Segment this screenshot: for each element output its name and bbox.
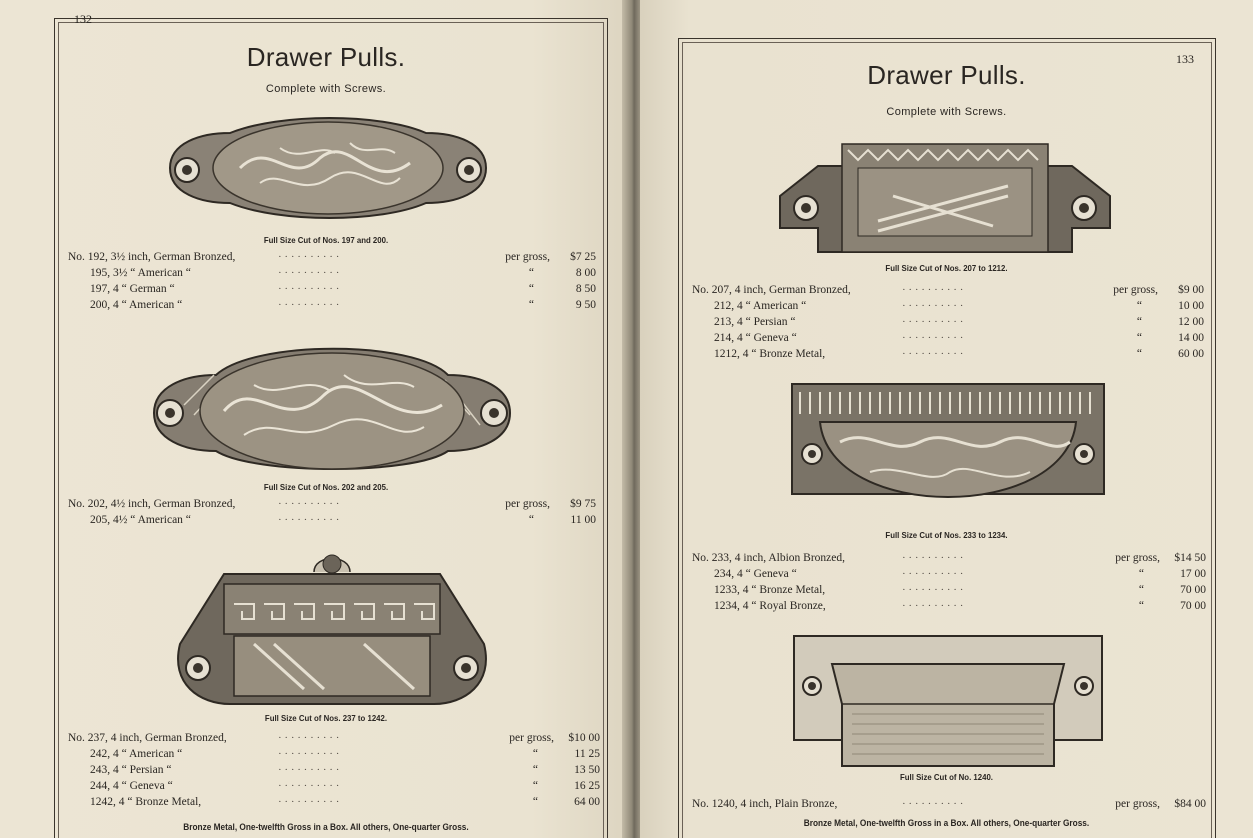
item-description: 212, 4 “ American “ [714, 300, 807, 312]
dot-leader: · · · · · · · · · · [902, 284, 964, 296]
price-row [692, 550, 1206, 566]
dot-leader: · · · · · · · · · · [278, 748, 340, 760]
item-description: 234, 4 “ Geneva “ [714, 568, 797, 580]
dot-leader: · · · · · · · · · · [902, 332, 964, 344]
price-unit-label: per gross, [505, 498, 550, 510]
item-price: $84 00 [1174, 798, 1206, 810]
price-unit-label: “ [528, 283, 534, 295]
price-row [692, 282, 1204, 298]
drawer-pull-illustration-207 [778, 136, 1112, 260]
right-catalog-page [640, 0, 1253, 838]
price-row [68, 762, 600, 778]
item-description: No. 233, 4 inch, Albion Bronzed, [692, 552, 845, 564]
item-description: 242, 4 “ American “ [90, 748, 183, 760]
item-price: $9 00 [1178, 284, 1204, 296]
dot-leader: · · · · · · · · · · [902, 552, 964, 564]
item-description: 244, 4 “ Geneva “ [90, 780, 173, 792]
page-number: 132 [74, 12, 92, 26]
item-description: 213, 4 “ Persian “ [714, 316, 796, 328]
item-description: 1233, 4 “ Bronze Metal, [714, 584, 826, 596]
dot-leader: · · · · · · · · · · [278, 299, 340, 311]
price-row [692, 582, 1206, 598]
item-description: No. 202, 4½ inch, German Bronzed, [68, 498, 236, 510]
dot-leader: · · · · · · · · · · [902, 600, 964, 612]
price-row [68, 265, 596, 281]
price-list [692, 550, 1206, 614]
price-unit-label: “ [1138, 584, 1144, 596]
price-row [68, 297, 596, 313]
item-description: 200, 4 “ American “ [90, 299, 183, 311]
item-description: 243, 4 “ Persian “ [90, 764, 172, 776]
price-list [692, 796, 1206, 812]
figure-caption: Full Size Cut of Nos. 202 and 205. [263, 482, 389, 492]
page-number: 133 [1176, 52, 1194, 66]
price-list [68, 249, 596, 313]
dot-leader: · · · · · · · · · · [278, 514, 340, 526]
figure-caption: Full Size Cut of Nos. 197 and 200. [263, 235, 389, 245]
price-list [692, 282, 1204, 362]
price-unit-label: “ [1138, 568, 1144, 580]
price-unit-label: per gross, [509, 732, 554, 744]
item-price: 64 00 [574, 796, 600, 808]
figure-caption: Full Size Cut of No. 1240. [899, 772, 993, 782]
dot-leader: · · · · · · · · · · [902, 348, 964, 360]
page-subtitle: Complete with Screws. [265, 83, 387, 95]
dot-leader: · · · · · · · · · · [902, 798, 964, 810]
price-unit-label: “ [528, 299, 534, 311]
price-row [68, 249, 596, 265]
page-subtitle: Complete with Screws. [886, 106, 1007, 118]
item-price: 11 25 [574, 748, 600, 760]
figure-caption: Full Size Cut of Nos. 207 to 1212. [885, 263, 1008, 273]
dot-leader: · · · · · · · · · · [278, 732, 340, 744]
page-title: Drawer Pulls. [867, 60, 1026, 90]
price-unit-label: “ [1136, 332, 1142, 344]
item-description: 1242, 4 “ Bronze Metal, [90, 796, 202, 808]
item-price: 8 00 [575, 267, 596, 279]
drawer-pull-illustration-1240 [792, 634, 1104, 770]
figure-caption: Full Size Cut of Nos. 237 to 1242. [264, 713, 388, 723]
item-price: $9 75 [570, 498, 596, 510]
price-row [692, 298, 1204, 314]
price-unit-label: “ [1136, 348, 1142, 360]
price-unit-label: “ [1136, 300, 1142, 312]
item-price: 70 00 [1180, 584, 1206, 596]
page-title: Drawer Pulls. [246, 42, 406, 72]
price-row [68, 512, 596, 528]
item-price: 8 50 [575, 283, 596, 295]
item-description: No. 237, 4 inch, German Bronzed, [68, 732, 227, 744]
price-row [692, 330, 1204, 346]
dot-leader: · · · · · · · · · · [278, 796, 340, 808]
price-row [68, 730, 600, 746]
item-description: 195, 3½ “ American “ [90, 267, 191, 279]
item-description: 214, 4 “ Geneva “ [714, 332, 797, 344]
price-unit-label: “ [528, 267, 534, 279]
item-description: 1234, 4 “ Royal Bronze, [714, 600, 826, 612]
item-description: 1212, 4 “ Bronze Metal, [714, 348, 826, 360]
packing-note: Bronze Metal, One-twelfth Gross in a Box. All others, One-quarter Gross. [183, 822, 469, 832]
price-row [68, 281, 596, 297]
drawer-pull-illustration-202 [144, 335, 520, 481]
figure-caption: Full Size Cut of Nos. 233 to 1234. [885, 530, 1008, 540]
item-price: 10 00 [1178, 300, 1204, 312]
price-row [68, 778, 600, 794]
price-unit-label: “ [532, 748, 538, 760]
price-list [68, 730, 600, 810]
price-unit-label: per gross, [1115, 552, 1160, 564]
item-description: 205, 4½ “ American “ [90, 514, 191, 526]
item-price: $7 25 [570, 251, 596, 263]
dot-leader: · · · · · · · · · · [278, 498, 340, 510]
item-price: 12 00 [1178, 316, 1204, 328]
price-row [68, 746, 600, 762]
item-price: $14 50 [1174, 552, 1206, 564]
price-row [692, 796, 1206, 812]
price-row [68, 794, 600, 810]
dot-leader: · · · · · · · · · · [278, 251, 340, 263]
item-description: No. 207, 4 inch, German Bronzed, [692, 284, 851, 296]
dot-leader: · · · · · · · · · · [902, 300, 964, 312]
drawer-pull-illustration-233 [790, 382, 1106, 522]
dot-leader: · · · · · · · · · · [278, 267, 340, 279]
price-unit-label: “ [1136, 316, 1142, 328]
price-row [68, 496, 596, 512]
price-unit-label: per gross, [505, 251, 550, 263]
price-unit-label: “ [532, 780, 538, 792]
item-price: 17 00 [1180, 568, 1206, 580]
item-description: 197, 4 “ German “ [90, 283, 175, 295]
item-description: No. 192, 3½ inch, German Bronzed, [68, 251, 236, 263]
item-price: $10 00 [568, 732, 600, 744]
item-price: 14 00 [1178, 332, 1204, 344]
dot-leader: · · · · · · · · · · [902, 316, 964, 328]
price-unit-label: per gross, [1115, 798, 1160, 810]
price-unit-label: “ [532, 764, 538, 776]
item-price: 13 50 [574, 764, 600, 776]
left-catalog-page [0, 0, 626, 838]
price-row [692, 566, 1206, 582]
price-row [692, 598, 1206, 614]
drawer-pull-illustration-197 [160, 108, 496, 228]
dot-leader: · · · · · · · · · · [278, 764, 340, 776]
dot-leader: · · · · · · · · · · [902, 584, 964, 596]
price-list [68, 496, 596, 528]
drawer-pull-illustration-237 [164, 544, 500, 710]
price-unit-label: “ [1138, 600, 1144, 612]
price-unit-label: “ [532, 796, 538, 808]
dot-leader: · · · · · · · · · · [902, 568, 964, 580]
price-unit-label: “ [528, 514, 534, 526]
item-price: 9 50 [575, 299, 596, 311]
price-row [692, 314, 1204, 330]
dot-leader: · · · · · · · · · · [278, 780, 340, 792]
item-description: No. 1240, 4 inch, Plain Bronze, [692, 798, 838, 810]
price-row [692, 346, 1204, 362]
item-price: 60 00 [1178, 348, 1204, 360]
price-unit-label: per gross, [1113, 284, 1158, 296]
item-price: 16 25 [574, 780, 600, 792]
dot-leader: · · · · · · · · · · [278, 283, 340, 295]
item-price: 11 00 [570, 514, 596, 526]
packing-note: Bronze Metal, One-twelfth Gross in a Box. All others, One-quarter Gross. [803, 818, 1090, 828]
item-price: 70 00 [1180, 600, 1206, 612]
